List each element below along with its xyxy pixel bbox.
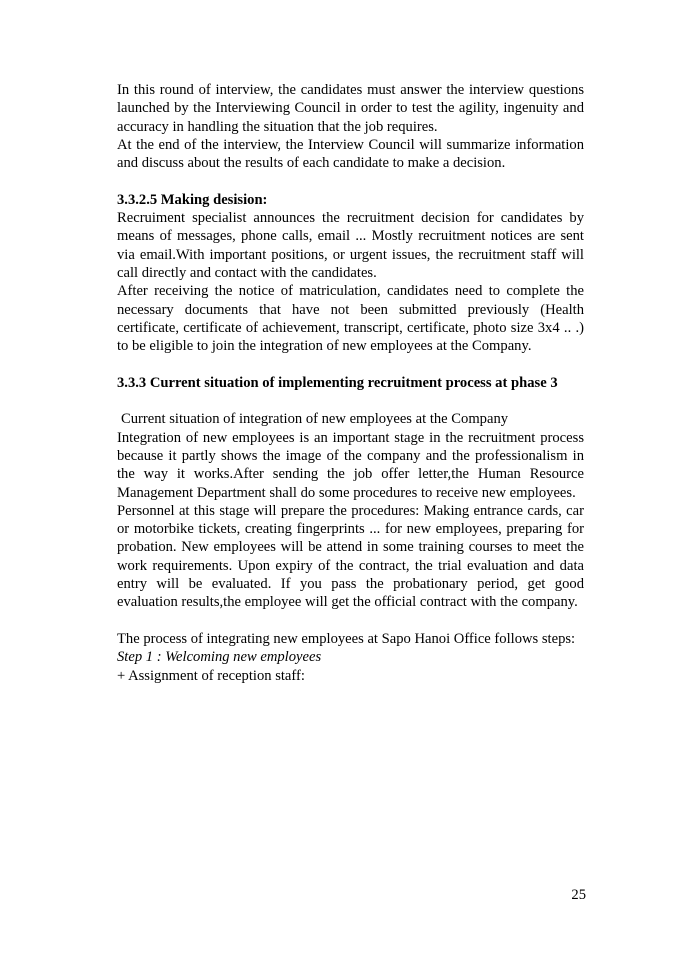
step-1-label: Step 1 : Welcoming new employees [117,649,322,666]
paragraph-after-receiving: After receiving the notice of matriculation, candidates need to complete the necessary documents that have not been submitted previously (Health certificate, certificate of achievement, transcript, certificate, photo size 3x4 .. .) to be eligible to join the integration of new employees at the Company. [117,283,584,355]
section-heading-3-3-3: 3.3.3 Current situation of implementing recruitment process at phase 3 [117,374,558,391]
paragraph-interview-round: In this round of interview, the candidates must answer the interview questions launched by the Interviewing Council in order to test the agility, ingenuity and accuracy in handling the situation that the job requires. [117,82,584,135]
section-heading-3-3-2-5: 3.3.2.5 Making desision: [117,191,268,208]
paragraph-personnel: Personnel at this stage will prepare the procedures: Making entrance cards, car or motorbike tickets, creating fingerprints ... for new employees, preparing for probation. New employees will be attend in some training courses to meet the work requirements. Upon expiry of the contract, the trial evaluation and data entry will be evaluated. If you pass the probationary period, get good evaluation results,the employee will get the official contract with the company. [117,502,584,611]
paragraph-integration: Integration of new employees is an important stage in the recruitment process because it partly shows the image of the company and the professionalism in the way it works.After sending the job offer letter,the Human Resource Management Department shall do some procedures to receive new employees. [117,429,584,501]
paragraph-recruitment-specialist: Recruiment specialist announces the recruitment decision for candidates by means of messages, phone calls, email ... Mostly recruitment notices are sent via email.With important positions, or urgent issues, the recruitment staff will call directly and contact with the candidates. [117,210,584,281]
paragraph-process-intro: The process of integrating new employees at Sapo Hanoi Office follows steps: [117,630,576,647]
page-number: 25 [571,887,586,903]
paragraph-assignment: + Assignment of reception staff: [117,667,305,684]
paragraph-current-situation: Current situation of integration of new employees at the Company [121,411,509,428]
blank-line [117,392,584,410]
blank-line [117,612,584,630]
blank-line [117,355,584,373]
blank-line [117,172,584,190]
page-body [117,81,584,685]
paragraph-interview-end: At the end of the interview, the Interview Council will summarize information and discuss about the results of each candidate to make a decision. [117,136,584,172]
